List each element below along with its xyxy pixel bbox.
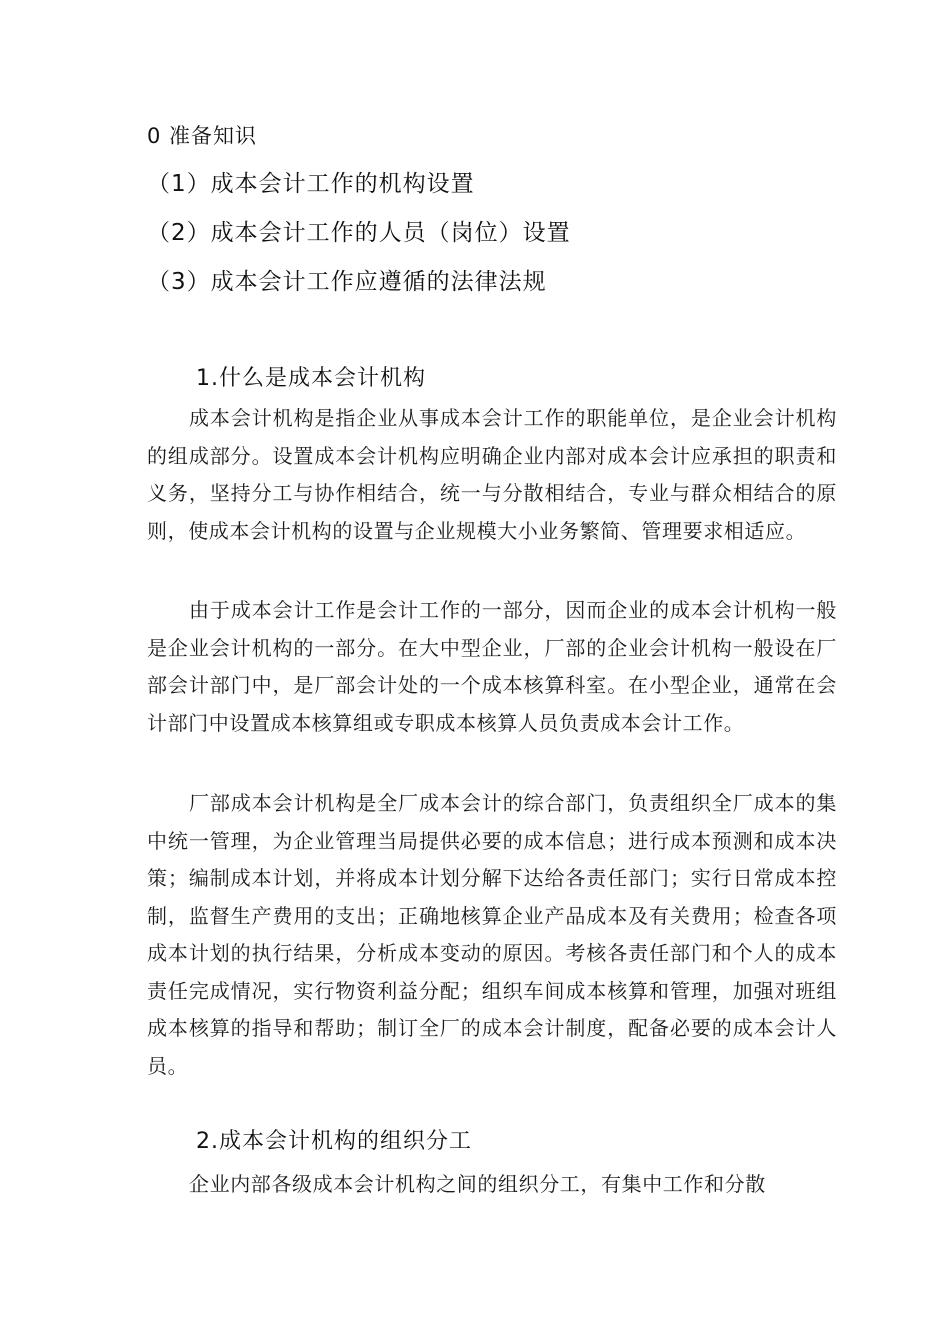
prep-item-3: （3）成本会计工作应遵循的法律法规 [147,269,547,295]
section-2-heading: 2.成本会计机构的组织分工 [196,1129,472,1154]
section-1-paragraph-3: 厂部成本会计机构是全厂成本会计的综合部门，负责组织全厂成本的集中统一管理，为企业管理当局提供必要的成本信息；进行成本预测和成本决策；编制成本计划，并将成本计划分解下达给各责任部门；实行日常成本控制，监督生产费用的支出；正确地核算企业产品成本及有关费用；检查各项成本计划的执行结果，分析成本变动的原因。考核各责任部门和个人的成本责任完成情况，实行物资利益分配；组织车间成本核算和管理，加强对班组成本核算的指导和帮助；制订全厂的成本会计制度，配备必要的成本会计人员。 [147,791,837,1078]
section-1-paragraph-1: 成本会计机构是指企业从事成本会计工作的职能单位，是企业会计机构的组成部分。设置成本会计机构应明确企业内部对成本会计应承担的职责和义务，坚持分工与协作相结合，统一与分散相结合，专业与群众相结合的原则，使成本会计机构的设置与企业规模大小业务繁简、管理要求相适应。 [147,406,837,543]
section-2-paragraph-1: 企业内部各级成本会计机构之间的组织分工，有集中工作和分散 [189,1172,766,1196]
section-1-heading: 1.什么是成本会计机构 [196,366,426,391]
prep-knowledge-title: 0 准备知识 [147,124,258,148]
prep-item-1: （1）成本会计工作的机构设置 [147,171,475,197]
section-1-paragraph-2: 由于成本会计工作是会计工作的一部分，因而企业的成本会计机构一般是企业会计机构的一部分。在大中型企业，厂部的企业会计机构一般设在厂部会计部门中，是厂部会计处的一个成本核算科室。在小型企业，通常在会计部门中设置成本核算组或专职成本核算人员负责成本会计工作。 [147,598,837,735]
prep-item-2: （2）成本会计工作的人员（岗位）设置 [147,220,571,246]
